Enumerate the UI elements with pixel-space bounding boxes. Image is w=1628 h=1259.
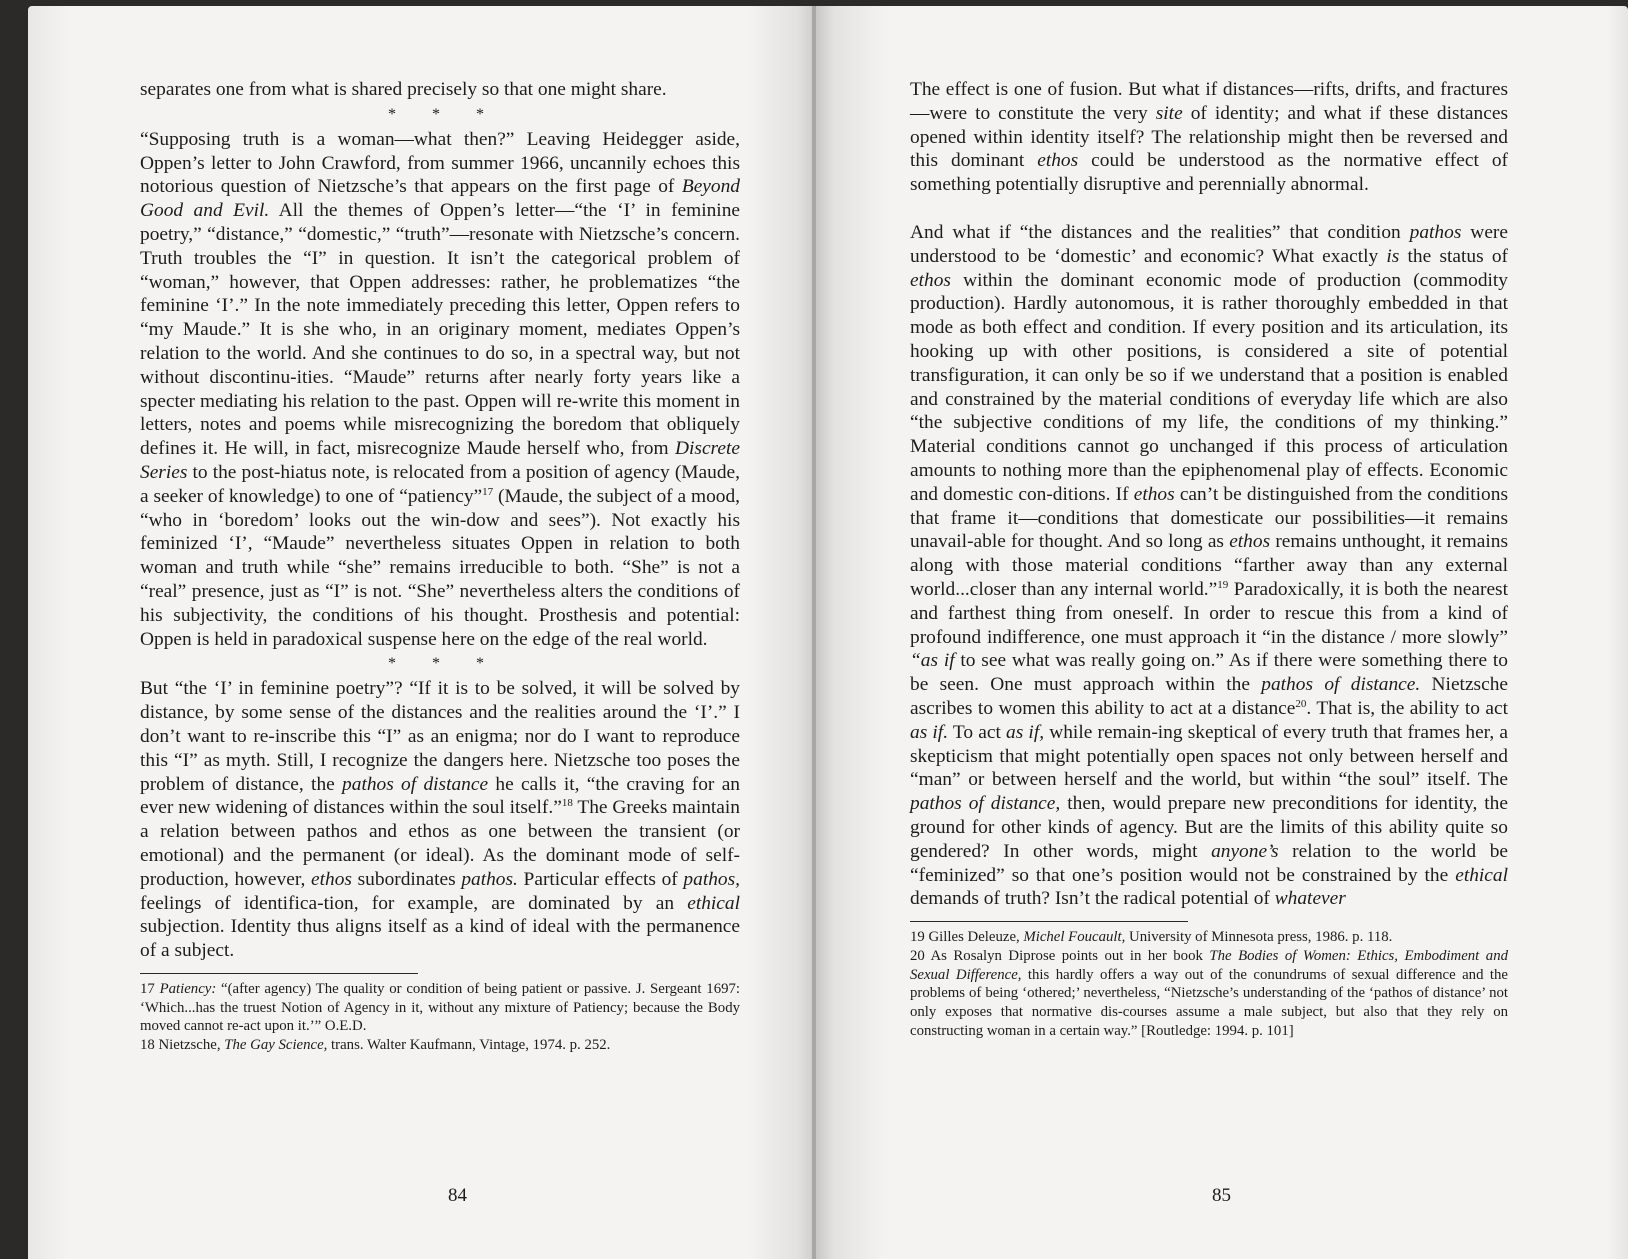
footnote-ref: 19 — [1217, 578, 1229, 591]
page-number: 84 — [448, 1185, 467, 1206]
paragraph: separates one from what is shared precisely so that one might share. — [140, 79, 667, 100]
footnote-ref: 18 — [561, 797, 573, 810]
section-break: * * * — [388, 655, 500, 673]
footnotes — [140, 980, 740, 1055]
page-number: 85 — [1212, 1185, 1231, 1206]
section-break: * * * — [388, 105, 500, 123]
left-page-body — [140, 78, 740, 1055]
footnote-19: 19 Gilles Deleuze, Michel Foucault, University of Minnesota press, 1986. p. 118. — [910, 929, 1393, 946]
paragraph: “Supposing truth is a woman—what then?” Leaving Heidegger aside, Oppen’s letter to John Crawford, from summer 1966, uncannily echoes this notorious question of Nietzsche’s that appears on the first page of Beyond Good and Evil. All the themes of Oppen’s letter—“the ‘I’ in feminine poetry,” “distance,” “domestic,” “truth”—resonate with Nietzsche’s concern. Truth troubles the “I” in question. It isn’t the categorical problem of “woman,” however, that Oppen addresses: rather, he problematizes “the feminine ‘I’.” In the note immediately preceding this letter, Oppen refers to “my Maude.” It is she who, in an originary moment, mediates Oppen’s relation to the world. And she continues to do so, in a spectral way, but not without discontinu-ities. “Maude” returns after nearly forty years like a specter mediating his relation to the past. Oppen will re-write this moment in letters, notes and poems while misrecognizing the boredom that obliquely defines it. He will, in fact, misrecognize Maude herself who, from Discrete Series to the post-hiatus note, is relocated from a position of agency (Maude, a seeker of knowledge) to one of “patiency”$^{17}$ (Maude, the subject of a mood, “who in ‘boredom’ looks out the win-dow and sees”). Not exactly his feminized ‘I’, “Maude” nevertheless situates Oppen in relation to both woman and truth while “she” remains irreducible to both. “She” is not a “real” presence, just as “I” is not. “She” nevertheless alters the conditions of his subjectivity, the conditions of his thought. Prosthesis and potential: Oppen is held in paradoxical suspense here on the edge of the real world. — [140, 128, 741, 650]
paragraph: And what if “the distances and the realities” that condition pathos were understood to be ‘domestic’ and economic? What exactly is the status of ethos within the dominant economic mode of production (commodity production). Hardly autonomous, it is rather thoroughly embedded in that mode as both effect and condition. If every position and its articulation, its hooking up with other positions, is considered a site of potential transfiguration, it can only be so if we understand that a position is enabled and constrained by the material conditions of everyday life which are also “the subjective conditions of my life, the conditions of my thinking.” Material conditions cannot go unchanged if this process of articulation amounts to nothing more than the epiphenomenal play of effects. Economic and domestic con-ditions. If ethos can’t be distinguished from the conditions that frame it—conditions that domesticate our possibilities—it remains unavail-able for thought. And so long as ethos remains unthought, it remains along with those material conditions “farther away than any external world...closer than any internal world.”$^{19}$ Paradoxically, it is both the nearest and farthest thing from oneself. In order to rescue this from a kind of profound indifference, one must approach it “in the distance / more slowly” “as if to see what was really going on.” As if there were something there to be seen. One must approach within the pathos of distance. Nietzsche ascribes to women this ability to act at a distance$^{20}$. That is, the ability to act as if. To act as if, while remain-ing skeptical of every truth that frames her, a skepticism that might potentially open spaces not only between herself and “man” or between herself and the world, but within “the soul” itself. The pathos of distance, then, would prepare new preconditions for identity, the ground for other kinds of agency. But are the limits of this ability quite so gendered? In other words, might anyone’s relation to the world be “feminized” so that one’s position would not be constrained by the ethical demands of truth? Isn’t the radical potential of whatever — [910, 221, 1508, 910]
footnote-ref: 17 — [482, 485, 494, 498]
footnote-rule — [140, 973, 418, 974]
right-page-body — [910, 78, 1508, 1041]
footnote-rule — [910, 921, 1188, 922]
right-page — [816, 6, 1628, 1259]
footnote-17: 17 Patiency: “(after agency) The quality or condition of being patient or passive. J. Sergeant 1697: ‘Which...has the truest Notion of Agency in it, without any mixture of Patiency; because the Body moved cannot re-act upon it.’” O.E.D. — [140, 980, 740, 1035]
footnote-18: 18 Nietzsche, The Gay Science, trans. Walter Kaufmann, Vintage, 1974. p. 252. — [140, 1037, 611, 1054]
paragraph: The effect is one of fusion. But what if distances—rifts, drifts, and fractures—were to constitute the very site of identity; and what if these distances opened within identity itself? The relationship might then be reversed and this dominant ethos could be understood as the normative effect of something potentially disruptive and perennially abnormal. — [910, 79, 1508, 196]
footnote-20: 20 As Rosalyn Diprose points out in her book The Bodies of Women: Ethics, Embodiment and Sexual Difference, this hardly offers a way out of the conundrums of sexual difference and the problems of being ‘othered;’ nevertheless, “Nietzsche’s understanding of the ‘pathos of distance’ not only exposes that normative dis-courses assume a male subject, but also that they rely on constructing woman in a certain way.” [Routledge: 1994. p. 101] — [910, 947, 1508, 1040]
paragraph: But “the ‘I’ in feminine poetry”? “If it is to be solved, it will be solved by distance, by some sense of the distances and the realities around the ‘I’.” I don’t want to re-inscribe this “I” as an enigma; nor do I want to reproduce this “I” as myth. Still, I recognize the dangers here. Nietzsche too poses the problem of distance, the pathos of distance he calls it, “the craving for an ever new widening of distances within the soul itself.”$^{18}$ The Greeks maintain a relation between pathos and ethos as one between the transient (or emotional) and the permanent (or ideal). As the dominant mode of self-production, however, ethos subordinates pathos. Particular effects of pathos, feelings of identifica-tion, for example, are dominated by an ethical subjection. Identity thus aligns itself as a kind of ideal with the permanence of a subject. — [140, 678, 740, 962]
footnote-ref: 20 — [1295, 697, 1307, 710]
footnotes — [910, 928, 1508, 1041]
left-page — [28, 6, 814, 1259]
